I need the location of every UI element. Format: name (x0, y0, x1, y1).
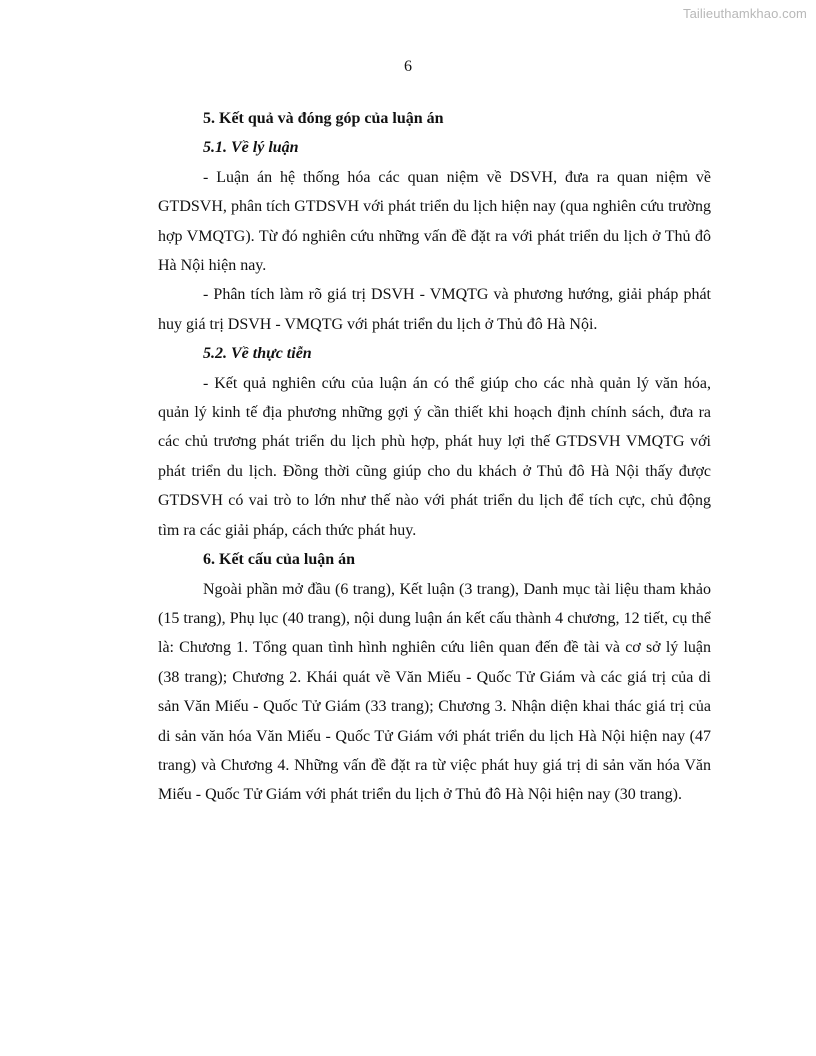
subsection-heading-5-2: 5.2. Về thực tiễn (203, 345, 312, 363)
watermark: Tailieuthamkhao.com (682, 6, 807, 21)
section-heading-6: 6. Kết cấu của luận án (203, 551, 356, 569)
document-body (158, 104, 711, 810)
section-heading-5: 5. Kết quả và đóng góp của luận án (203, 110, 444, 127)
paragraph-theory-2: - Phân tích làm rõ giá trị DSVH - VMQTG và phương hướng, giải pháp phát huy giá trị DSVH - VMQTG với phát triển du lịch ở Thủ đô Hà Nội. (158, 286, 711, 333)
paragraph-theory-1: - Luận án hệ thống hóa các quan niệm về DSVH, đưa ra quan niệm về GTDSVH, phân tích GTDSVH với phát triển du lịch hiện nay (qua nghiên cứu trường hợp VMQTG). Từ đó nghiên cứu những vấn đề đặt ra với phát triển du lịch ở Thủ đô Hà Nội hiện nay. (158, 168, 711, 275)
page-number: 6 (404, 58, 412, 75)
subsection-heading-5-1: 5.1. Về lý luận (203, 139, 299, 157)
paragraph-structure: Ngoài phần mở đầu (6 trang), Kết luận (3 trang), Danh mục tài liệu tham khảo (15 trang), Phụ lục (40 trang), nội dung luận án kết cấu thành 4 chương, 12 tiết, cụ thể là: Chương 1. Tổng quan tình hình nghiên cứu liên quan đến đề tài và cơ sở lý luận (38 trang); Chương 2. Khái quát về Văn Miếu - Quốc Tử Giám và các giá trị của di sản Văn Miếu - Quốc Tử Giám (33 trang); Chương 3. Nhận diện khai thác giá trị của di sản văn hóa Văn Miếu - Quốc Tử Giám với phát triển du lịch Hà Nội hiện nay (47 trang) và Chương 4. Những vấn đề đặt ra từ việc phát huy giá trị di sản văn hóa Văn Miếu - Quốc Tử Giám với phát triển du lịch ở Thủ đô Hà Nội hiện nay (30 trang). (158, 580, 711, 804)
paragraph-practice: - Kết quả nghiên cứu của luận án có thể giúp cho các nhà quản lý văn hóa, quản lý kinh tế địa phương những gợi ý cần thiết khi hoạch định chính sách, đưa ra các chủ trương phát triển du lịch phù hợp, phát huy lợi thế GTDSVH VMQTG với phát triển du lịch. Đồng thời cũng giúp cho du khách ở Thủ đô Hà Nội thấy được GTDSVH có vai trò to lớn như thế nào với phát triển du lịch để tích cực, chủ động tìm ra các giải pháp, cách thức phát huy. (158, 374, 711, 539)
